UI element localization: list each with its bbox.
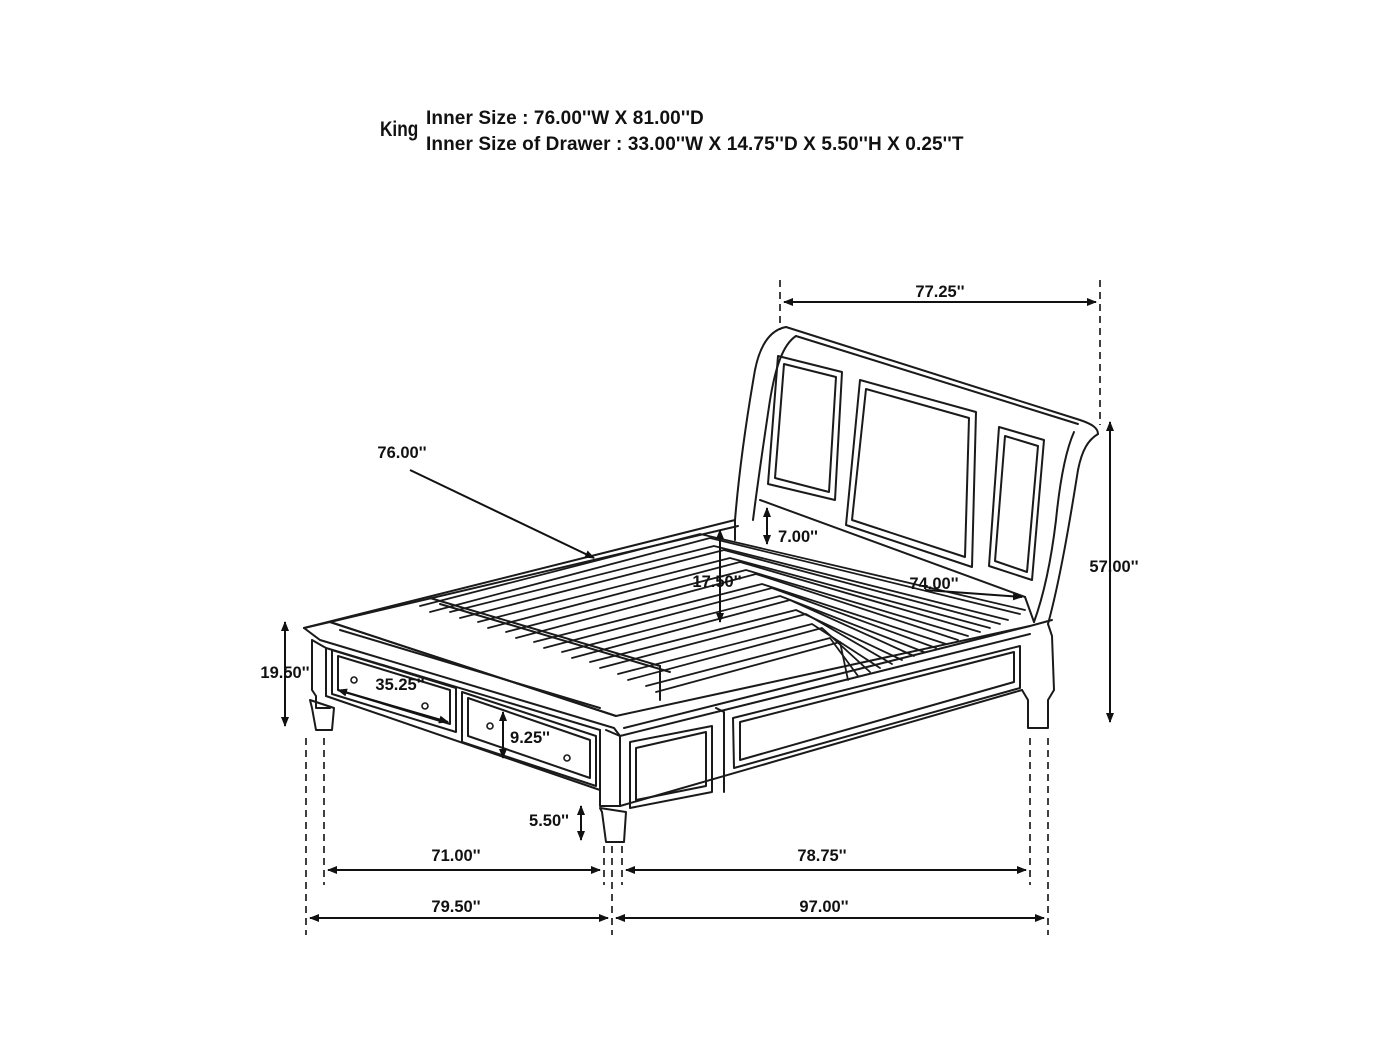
drawer-height-label: 9.25'': [510, 729, 550, 747]
headboard-panel-height-label: 17.50'': [692, 573, 742, 591]
inner-length-label: 74.00'': [909, 575, 959, 593]
footboard-height-label: 19.50'': [260, 664, 310, 682]
drawer-width-label: 35.25'': [375, 676, 425, 694]
headboard-height-label: 57.00'': [1089, 558, 1139, 576]
inner-size-text: Inner Size : 76.00''W X 81.00''D: [426, 108, 704, 129]
size-label: King: [380, 118, 419, 141]
rail-width-label: 71.00'': [431, 847, 481, 865]
drawer-size-text: Inner Size of Drawer : 33.00''W X 14.75''D X 5.50''H X 0.25''T: [426, 134, 964, 155]
overall-length-label: 97.00'': [799, 898, 849, 916]
floor-clearance-label: 5.50'': [529, 812, 569, 830]
inner-width-label: 76.00'': [377, 444, 427, 462]
overall-width-label: 79.50'': [431, 898, 481, 916]
rail-length-label: 78.75'': [797, 847, 847, 865]
headboard-clearance-label: 7.00'': [778, 528, 818, 546]
footboard: [304, 622, 626, 842]
dim-line-inner-width: [410, 470, 594, 558]
extension-lines: [306, 280, 1100, 935]
headboard-width-label: 77.25'': [915, 283, 965, 301]
